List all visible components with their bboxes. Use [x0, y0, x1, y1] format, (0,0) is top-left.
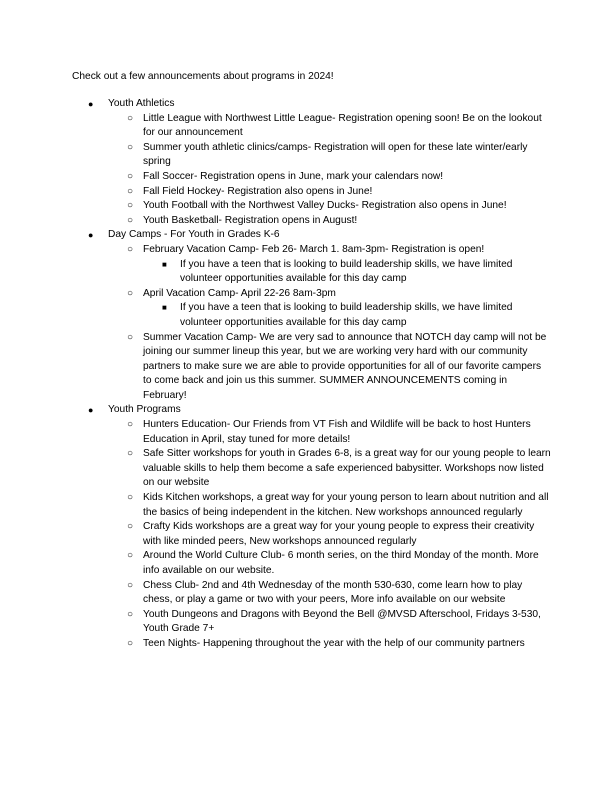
list-item-text: Little League with Northwest Little League- Registration opening soon! Be on the lookout for our announcement — [143, 112, 542, 139]
section-heading-text: Day Camps - For Youth in Grades K-6 — [108, 229, 280, 241]
list-item — [72, 170, 552, 185]
section-heading — [72, 97, 552, 112]
hollow-bullet-icon: ○ — [127, 492, 134, 504]
list-item — [72, 549, 552, 578]
section-heading — [72, 228, 552, 243]
hollow-bullet-icon: ○ — [127, 185, 134, 197]
sub-list-item-text: If you have a teen that is looking to build leadership skills, we have limited volunteer opportunities available for this day camp — [180, 258, 513, 285]
list-item-text: Fall Field Hockey- Registration also opens in June! — [143, 185, 373, 197]
list-item — [72, 520, 552, 549]
hollow-bullet-icon: ○ — [127, 243, 134, 255]
filled-bullet-icon: ● — [88, 230, 94, 241]
intro-text: Check out a few announcements about programs in 2024! — [72, 71, 334, 82]
hollow-bullet-icon: ○ — [127, 287, 134, 299]
list-item-text: Teen Nights- Happening throughout the year with the help of our community partners — [143, 637, 525, 649]
sub-list-item-text: If you have a teen that is looking to build leadership skills, we have limited volunteer opportunities available for this day camp — [180, 302, 513, 328]
list-item-text: Youth Basketball- Registration opens in August! — [143, 214, 358, 226]
section-heading-text: Youth Programs — [108, 404, 181, 416]
list-item — [72, 418, 552, 447]
hollow-bullet-icon: ○ — [127, 141, 134, 153]
hollow-bullet-icon: ○ — [127, 170, 134, 182]
list-item-text: Summer Vacation Camp- We are very sad to announce that NOTCH day camp will not be joining our summer lineup this year, but we are working very hard with our community partners to make sure we are able to provide opportunities for all of our favorite campers to come back and join us this summer. SUMMER ANNOUNCEMENTS coming in February! — [143, 331, 547, 401]
filled-bullet-icon: ● — [88, 405, 94, 416]
list-item-text: Youth Football with the Northwest Valley Ducks- Registration also opens in June! — [143, 200, 507, 212]
list-item — [72, 214, 552, 229]
sub-list-item — [72, 258, 552, 287]
square-bullet-icon: ■ — [162, 303, 167, 313]
hollow-bullet-icon: ○ — [127, 112, 134, 124]
hollow-bullet-icon: ○ — [127, 579, 134, 591]
list-item-text: Safe Sitter workshops for youth in Grades 6-8, is a great way for our young people to learn valuable skills to help them become a safe experienced babysitter. Workshops now listed on our website — [143, 448, 551, 489]
section-heading — [72, 403, 552, 418]
filled-bullet-icon: ● — [88, 99, 94, 109]
announcement-list — [72, 97, 552, 652]
list-item — [72, 199, 552, 214]
list-item-text: Youth Dungeons and Dragons with Beyond the Bell @MVSD Afterschool, Fridays 3-530, Youth Grade 7+ — [143, 608, 541, 635]
list-item — [72, 141, 552, 170]
hollow-bullet-icon: ○ — [127, 521, 134, 533]
list-item — [72, 331, 552, 404]
hollow-bullet-icon: ○ — [127, 331, 134, 343]
hollow-bullet-icon: ○ — [127, 419, 134, 431]
list-item — [72, 185, 552, 200]
hollow-bullet-icon: ○ — [127, 448, 134, 460]
list-item — [72, 491, 552, 520]
list-item-text: February Vacation Camp- Feb 26- March 1. 8am-3pm- Registration is open! — [143, 243, 485, 255]
hollow-bullet-icon: ○ — [127, 550, 134, 562]
list-item-text: Hunters Education- Our Friends from VT Fish and Wildlife will be back to host Hunters Education in April, stay tuned for more details! — [143, 419, 531, 445]
list-item — [72, 112, 552, 141]
list-item — [72, 608, 552, 637]
list-item-text: Fall Soccer- Registration opens in June, mark your calendars now! — [143, 170, 444, 182]
list-item-text: Kids Kitchen workshops, a great way for your young person to learn about nutrition and all the basics of being independent in the kitchen. New workshops announced regularly — [143, 492, 549, 518]
hollow-bullet-icon: ○ — [127, 214, 134, 226]
list-item-text: Around the World Culture Club- 6 month series, on the third Monday of the month. More info available on our website. — [143, 550, 539, 576]
sub-list-item — [72, 301, 552, 330]
list-item-text: April Vacation Camp- April 22-26 8am-3pm — [143, 287, 336, 299]
list-item-text: Summer youth athletic clinics/camps- Registration will open for these late winter/early spring — [143, 141, 528, 168]
list-item — [72, 243, 552, 258]
hollow-bullet-icon: ○ — [127, 637, 134, 649]
list-item-text: Chess Club- 2nd and 4th Wednesday of the month 530-630, come learn how to play chess, or play a game or two with your peers, More info available on our website — [143, 579, 523, 606]
square-bullet-icon: ■ — [162, 259, 167, 269]
list-item — [72, 447, 552, 491]
list-item — [72, 637, 552, 652]
section-heading-text: Youth Athletics — [108, 98, 175, 109]
list-item-text: Crafty Kids workshops are a great way for your young people to express their creativity with like minded peers, New workshops announced regularly — [143, 521, 535, 547]
hollow-bullet-icon: ○ — [127, 200, 134, 212]
list-item — [72, 579, 552, 608]
hollow-bullet-icon: ○ — [127, 608, 134, 620]
list-item — [72, 287, 552, 302]
